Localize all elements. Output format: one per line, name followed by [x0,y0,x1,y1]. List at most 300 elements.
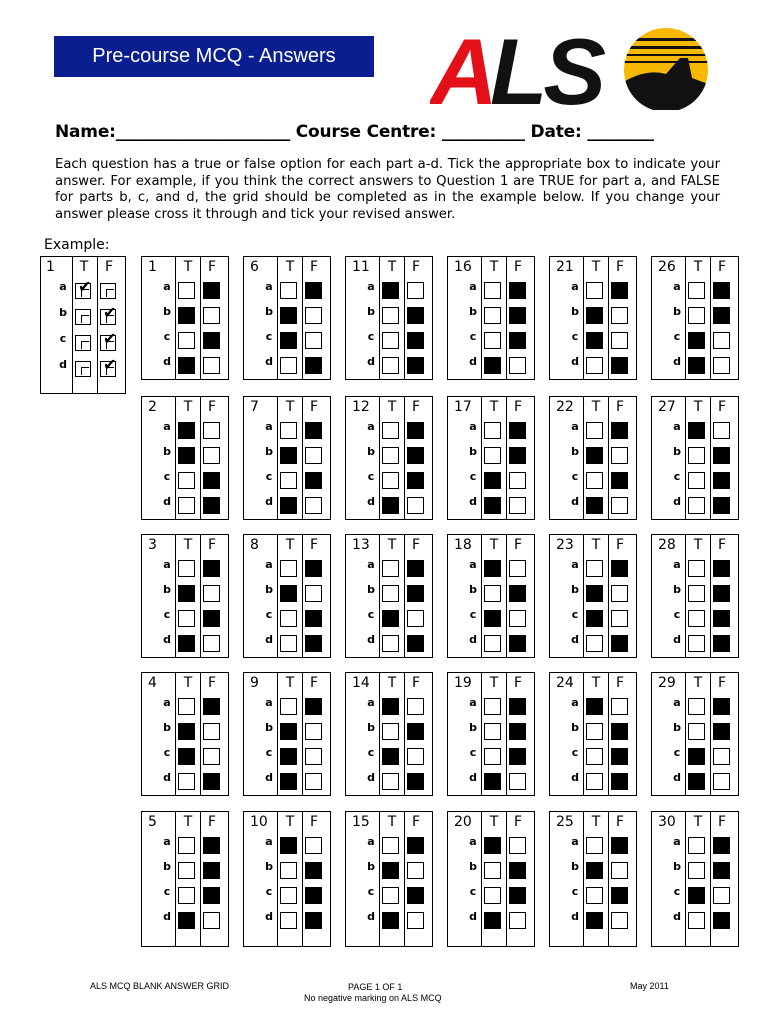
grid-divider [200,257,201,379]
false-header: F [309,537,319,553]
tick-icon: ✔ [78,277,92,296]
true-box [688,447,705,464]
false-box [203,610,220,627]
part-label: a [673,835,681,848]
false-box [305,698,322,715]
true-box [280,472,297,489]
false-box [407,723,424,740]
true-box [484,422,501,439]
false-box [509,723,526,740]
grid-divider [608,535,609,657]
question-number: 29 [658,675,676,691]
true-box [280,422,297,439]
question-card [447,672,535,796]
true-box [280,862,297,879]
true-box [382,307,399,324]
grid-divider [608,257,609,379]
grid-divider [302,397,303,519]
true-box [484,560,501,577]
false-box [407,332,424,349]
grid-divider [200,812,201,946]
false-box [509,887,526,904]
true-box [280,748,297,765]
grid-divider [710,673,711,795]
false-box [407,610,424,627]
part-label: a [571,280,579,293]
true-box [178,862,195,879]
false-header: F [309,399,319,415]
false-box [305,497,322,514]
true-header: T [693,675,703,691]
part-label: c [265,608,273,621]
question-number: 27 [658,399,676,415]
part-label: b [469,305,477,318]
true-box [484,497,501,514]
grid-divider [200,397,201,519]
false-box [203,422,220,439]
false-box [407,560,424,577]
part-label: d [163,355,171,368]
grid-divider [379,257,380,379]
true-header: T [489,259,499,275]
part-label: c [469,608,477,621]
true-header: T [183,259,193,275]
part-label: b [265,583,273,596]
footer-left: ALS MCQ BLANK ANSWER GRID [90,981,230,991]
false-header: F [717,675,727,691]
part-label: a [673,558,681,571]
false-box [713,887,730,904]
true-box [688,610,705,627]
question-card [345,672,433,796]
true-box [178,635,195,652]
true-box [382,560,399,577]
true-box [178,447,195,464]
part-label: b [265,721,273,734]
true-box [586,585,603,602]
false-box [713,610,730,627]
false-box [203,307,220,324]
false-box [407,422,424,439]
part-label: d [571,771,579,784]
part-label: c [265,885,273,898]
false-header: F [615,259,625,275]
part-label: d [163,771,171,784]
false-box [305,837,322,854]
part-label: a [367,558,375,571]
true-header: T [285,537,295,553]
part-label: d [163,495,171,508]
question-number: 30 [658,814,676,830]
part-label: c [571,746,579,759]
grid-divider [302,812,303,946]
false-box [713,332,730,349]
question-card [549,256,637,380]
logo-text-ls: LS [490,28,603,110]
part-label: a [571,420,579,433]
true-box [178,357,195,374]
question-number: 13 [352,537,370,553]
question-number: 9 [250,675,259,691]
false-box [611,887,628,904]
part-label: c [367,608,375,621]
question-number: 2 [148,399,157,415]
part-label: d [571,355,579,368]
part-label: b [265,445,273,458]
part-label: a [163,696,171,709]
part-label: a [469,558,477,571]
false-box [407,282,424,299]
false-box [305,447,322,464]
true-box [688,332,705,349]
grid-divider [379,397,380,519]
true-box [75,361,91,377]
false-box [713,497,730,514]
question-number: 22 [556,399,574,415]
grid-divider [710,812,711,946]
part-label: d [367,355,375,368]
question-number: 16 [454,259,472,275]
part-label: d [571,633,579,646]
true-header: T [489,814,499,830]
question-number: 18 [454,537,472,553]
part-label: a [59,280,67,293]
question-number: 28 [658,537,676,553]
part-label: b [673,860,681,873]
question-card [549,672,637,796]
question-card [549,396,637,520]
true-box [484,357,501,374]
true-box [178,723,195,740]
grid-divider [685,397,686,519]
question-number: 3 [148,537,157,553]
true-box [688,862,705,879]
true-box [586,723,603,740]
part-label: a [163,835,171,848]
false-header: F [207,259,217,275]
part-label: c [163,608,171,621]
true-box [382,698,399,715]
false-box [305,748,322,765]
part-label: a [265,558,273,571]
question-card [447,811,535,947]
part-label: b [367,583,375,596]
false-box [611,560,628,577]
part-label: c [163,746,171,759]
true-box [586,773,603,790]
box-corner [81,341,89,349]
page-title: Pre-course MCQ - Answers [54,36,374,77]
grid-divider [608,397,609,519]
question-number: 23 [556,537,574,553]
false-header: F [411,399,421,415]
question-card [651,396,739,520]
false-box [509,497,526,514]
false-box [305,862,322,879]
true-header: T [591,537,601,553]
false-box [407,912,424,929]
true-box [484,610,501,627]
grid-divider [710,397,711,519]
true-header: T [387,675,397,691]
false-box [611,773,628,790]
question-card [345,256,433,380]
false-box [713,723,730,740]
grid-divider [175,257,176,379]
true-box [75,335,91,351]
true-box [688,472,705,489]
true-header: T [387,259,397,275]
question-card [651,672,739,796]
true-box [280,723,297,740]
grid-divider [302,673,303,795]
false-box [509,748,526,765]
true-box [484,332,501,349]
part-label: b [571,583,579,596]
false-header: F [411,675,421,691]
false-box [203,773,220,790]
false-box [305,723,322,740]
true-box [75,309,91,325]
question-card [243,396,331,520]
question-card [345,396,433,520]
question-card [141,534,229,658]
question-number: 10 [250,814,268,830]
false-box [611,723,628,740]
true-box [586,422,603,439]
false-box [305,635,322,652]
logo-text-a: A [430,28,494,110]
false-box [713,282,730,299]
question-number: 14 [352,675,370,691]
question-number: 20 [454,814,472,830]
true-header: T [693,259,703,275]
false-box [305,610,322,627]
false-box [305,560,322,577]
true-box [178,698,195,715]
question-card [243,256,331,380]
false-header: F [717,399,727,415]
false-box [203,282,220,299]
false-box [407,773,424,790]
true-box [280,887,297,904]
part-label: d [673,910,681,923]
true-box [484,635,501,652]
question-card [345,534,433,658]
true-box [586,282,603,299]
question-number: 26 [658,259,676,275]
false-box [407,862,424,879]
part-label: d [673,633,681,646]
part-label: c [469,330,477,343]
false-box [611,610,628,627]
part-label: d [673,771,681,784]
true-box [178,497,195,514]
part-label: d [469,633,477,646]
false-box [407,887,424,904]
false-box [713,472,730,489]
true-box [382,585,399,602]
part-label: c [265,330,273,343]
grid-divider [583,535,584,657]
true-box [178,282,195,299]
part-label: d [469,910,477,923]
question-number: 17 [454,399,472,415]
false-header: F [309,814,319,830]
part-label: c [469,470,477,483]
question-number: 24 [556,675,574,691]
question-number: 1 [148,259,157,275]
part-label: d [469,771,477,784]
part-label: d [367,633,375,646]
part-label: a [163,558,171,571]
false-header: F [309,259,319,275]
part-label: c [367,330,375,343]
true-header: T [183,675,193,691]
grid-divider [583,812,584,946]
false-box [203,698,220,715]
question-card [651,534,739,658]
grid-divider [277,673,278,795]
part-label: c [265,470,273,483]
grid-divider [481,397,482,519]
false-header: F [717,814,727,830]
false-box [611,357,628,374]
true-header: T [183,537,193,553]
false-header: F [207,675,217,691]
true-box [178,422,195,439]
false-box [611,422,628,439]
false-header: F [615,814,625,830]
true-header: T [591,675,601,691]
footer-date: May 2011 [630,981,669,991]
true-box [280,585,297,602]
true-box [586,698,603,715]
true-box [484,447,501,464]
part-label: d [673,355,681,368]
false-box [713,422,730,439]
part-label: b [571,860,579,873]
grid-divider [506,673,507,795]
question-number: 11 [352,259,370,275]
part-label: b [571,305,579,318]
question-number: 4 [148,675,157,691]
true-box [688,560,705,577]
question-card [243,672,331,796]
true-header: T [489,537,499,553]
part-label: a [571,696,579,709]
part-label: c [163,885,171,898]
false-box [407,748,424,765]
false-box [713,560,730,577]
part-label: a [163,420,171,433]
question-number: 7 [250,399,259,415]
false-box [713,837,730,854]
part-label: c [673,885,681,898]
true-header: T [591,814,601,830]
part-label: b [469,860,477,873]
false-header: F [207,399,217,415]
true-header: T [693,814,703,830]
tick-icon: ✔ [103,329,117,348]
grid-divider [506,257,507,379]
false-box [305,912,322,929]
question-card [141,256,229,380]
question-number: 12 [352,399,370,415]
true-box [382,912,399,929]
question-number: 21 [556,259,574,275]
false-header: F [717,537,727,553]
part-label: a [367,835,375,848]
true-box [484,698,501,715]
false-box [713,585,730,602]
false-box [509,837,526,854]
false-box [305,887,322,904]
false-box [305,332,322,349]
false-box [509,357,526,374]
part-label: d [469,495,477,508]
false-box [509,447,526,464]
grid-divider [379,535,380,657]
question-card [447,534,535,658]
true-box [586,862,603,879]
false-header: F [513,675,523,691]
false-box [509,610,526,627]
grid-divider [685,257,686,379]
false-box [713,912,730,929]
true-box [586,447,603,464]
false-box [611,748,628,765]
false-header: F [615,675,625,691]
question-number: 6 [250,259,259,275]
true-box [484,837,501,854]
false-header: F [309,675,319,691]
false-box [305,307,322,324]
false-box [509,307,526,324]
grid-divider [685,812,686,946]
true-box [586,912,603,929]
false-box [407,307,424,324]
false-box [611,585,628,602]
false-box [100,283,116,299]
true-header: T [285,814,295,830]
false-box [305,357,322,374]
part-label: d [571,495,579,508]
false-box [713,635,730,652]
true-box [688,723,705,740]
false-box [407,585,424,602]
part-label: b [673,721,681,734]
part-label: b [163,583,171,596]
false-header: F [615,399,625,415]
true-box [280,610,297,627]
false-box [305,422,322,439]
grid-divider [277,397,278,519]
false-header: F [104,259,114,275]
part-label: a [367,420,375,433]
true-box [178,887,195,904]
false-box [611,307,628,324]
false-box [203,447,220,464]
box-corner [81,367,89,375]
question-card [549,811,637,947]
question-card [141,811,229,947]
false-box [611,447,628,464]
grid-divider [710,257,711,379]
false-box [713,862,730,879]
true-box [688,282,705,299]
grid-divider [481,257,482,379]
